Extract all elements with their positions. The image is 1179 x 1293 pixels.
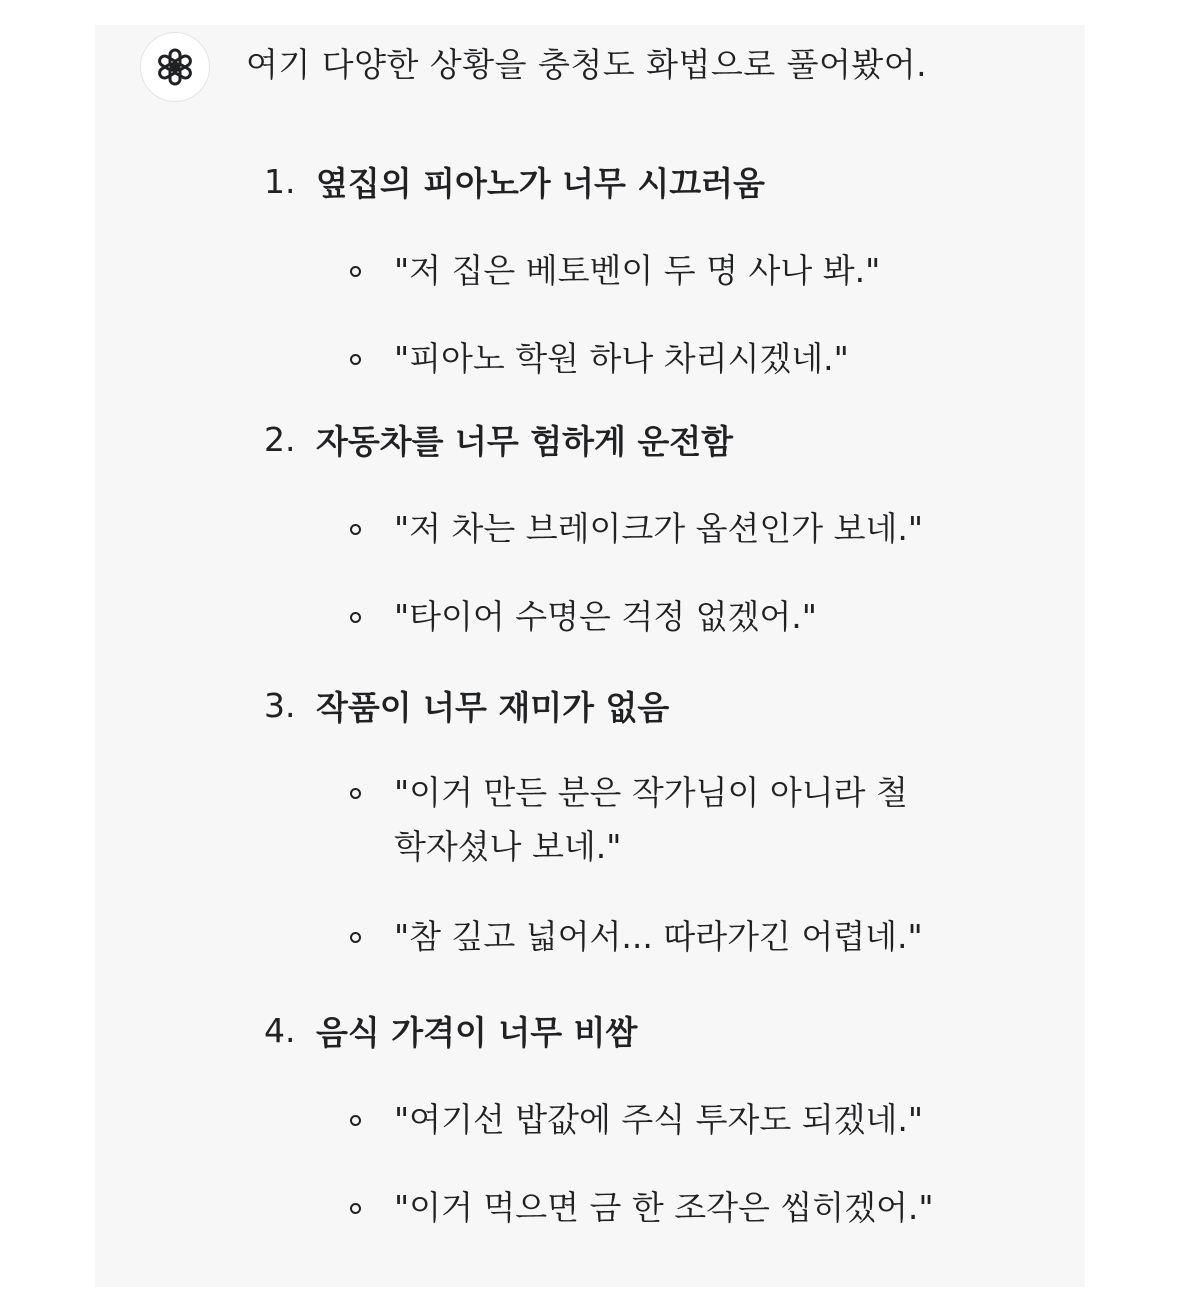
list-item (264, 999, 1064, 1235)
sub-item (264, 1093, 1064, 1147)
sub-item-text: "타이어 수명은 걱정 없겠어." (394, 597, 817, 636)
situation-list (264, 150, 1064, 1235)
sub-item-text: "참 깊고 넓어서... 따라가긴 어렵네." (394, 917, 923, 956)
sub-item (264, 244, 1064, 298)
sub-item (264, 590, 1064, 644)
sub-item (264, 332, 1064, 386)
item-title (264, 150, 1064, 212)
openai-logo-icon (150, 42, 200, 92)
circle-bullet-icon (350, 354, 361, 365)
sub-item-text: "저 차는 브레이크가 옵션인가 보네." (394, 509, 924, 548)
item-number: 3. (264, 685, 296, 725)
circle-bullet-icon (350, 1203, 361, 1214)
sub-item-text: "이거 만든 분은 작가님이 아니라 철학자셨나 보네." (394, 773, 908, 866)
sub-list (264, 766, 1064, 964)
circle-bullet-icon (350, 612, 361, 623)
circle-bullet-icon (350, 524, 361, 535)
sub-item-text: "여기선 밥값에 주식 투자도 되겠네." (394, 1100, 924, 1139)
circle-bullet-icon (350, 788, 361, 799)
sub-item (264, 766, 1064, 874)
sub-item (264, 502, 1064, 556)
item-title (264, 408, 1064, 470)
item-number: 1. (264, 161, 296, 201)
circle-bullet-icon (350, 266, 361, 277)
item-title (264, 674, 1064, 736)
list-item (264, 150, 1064, 408)
sub-item (264, 910, 1064, 964)
item-title-text: 음식 가격이 너무 비쌈 (316, 1012, 638, 1052)
sub-item-text: "이거 먹으면 금 한 조각은 씹히겠어." (394, 1188, 934, 1227)
item-title (264, 999, 1064, 1061)
item-title-text: 옆집의 피아노가 너무 시끄러움 (316, 163, 765, 203)
sub-item-text: "피아노 학원 하나 차리시겠네." (394, 339, 849, 378)
sub-list (264, 1093, 1064, 1235)
item-title-text: 자동차를 너무 험하게 운전함 (316, 421, 734, 461)
sub-item-text: "저 집은 베토벤이 두 명 사나 봐." (394, 251, 881, 290)
item-number: 2. (264, 419, 296, 459)
assistant-avatar (140, 32, 210, 102)
circle-bullet-icon (350, 1115, 361, 1126)
sub-list (264, 244, 1064, 386)
message-intro: 여기 다양한 상황을 충청도 화법으로 풀어봤어. (246, 45, 928, 84)
sub-list (264, 502, 1064, 644)
item-number: 4. (264, 1010, 296, 1050)
list-item (264, 408, 1064, 674)
list-item (264, 674, 1064, 999)
sub-item (264, 1181, 1064, 1235)
item-title-text: 작품이 너무 재미가 없음 (316, 687, 670, 727)
circle-bullet-icon (350, 932, 361, 943)
